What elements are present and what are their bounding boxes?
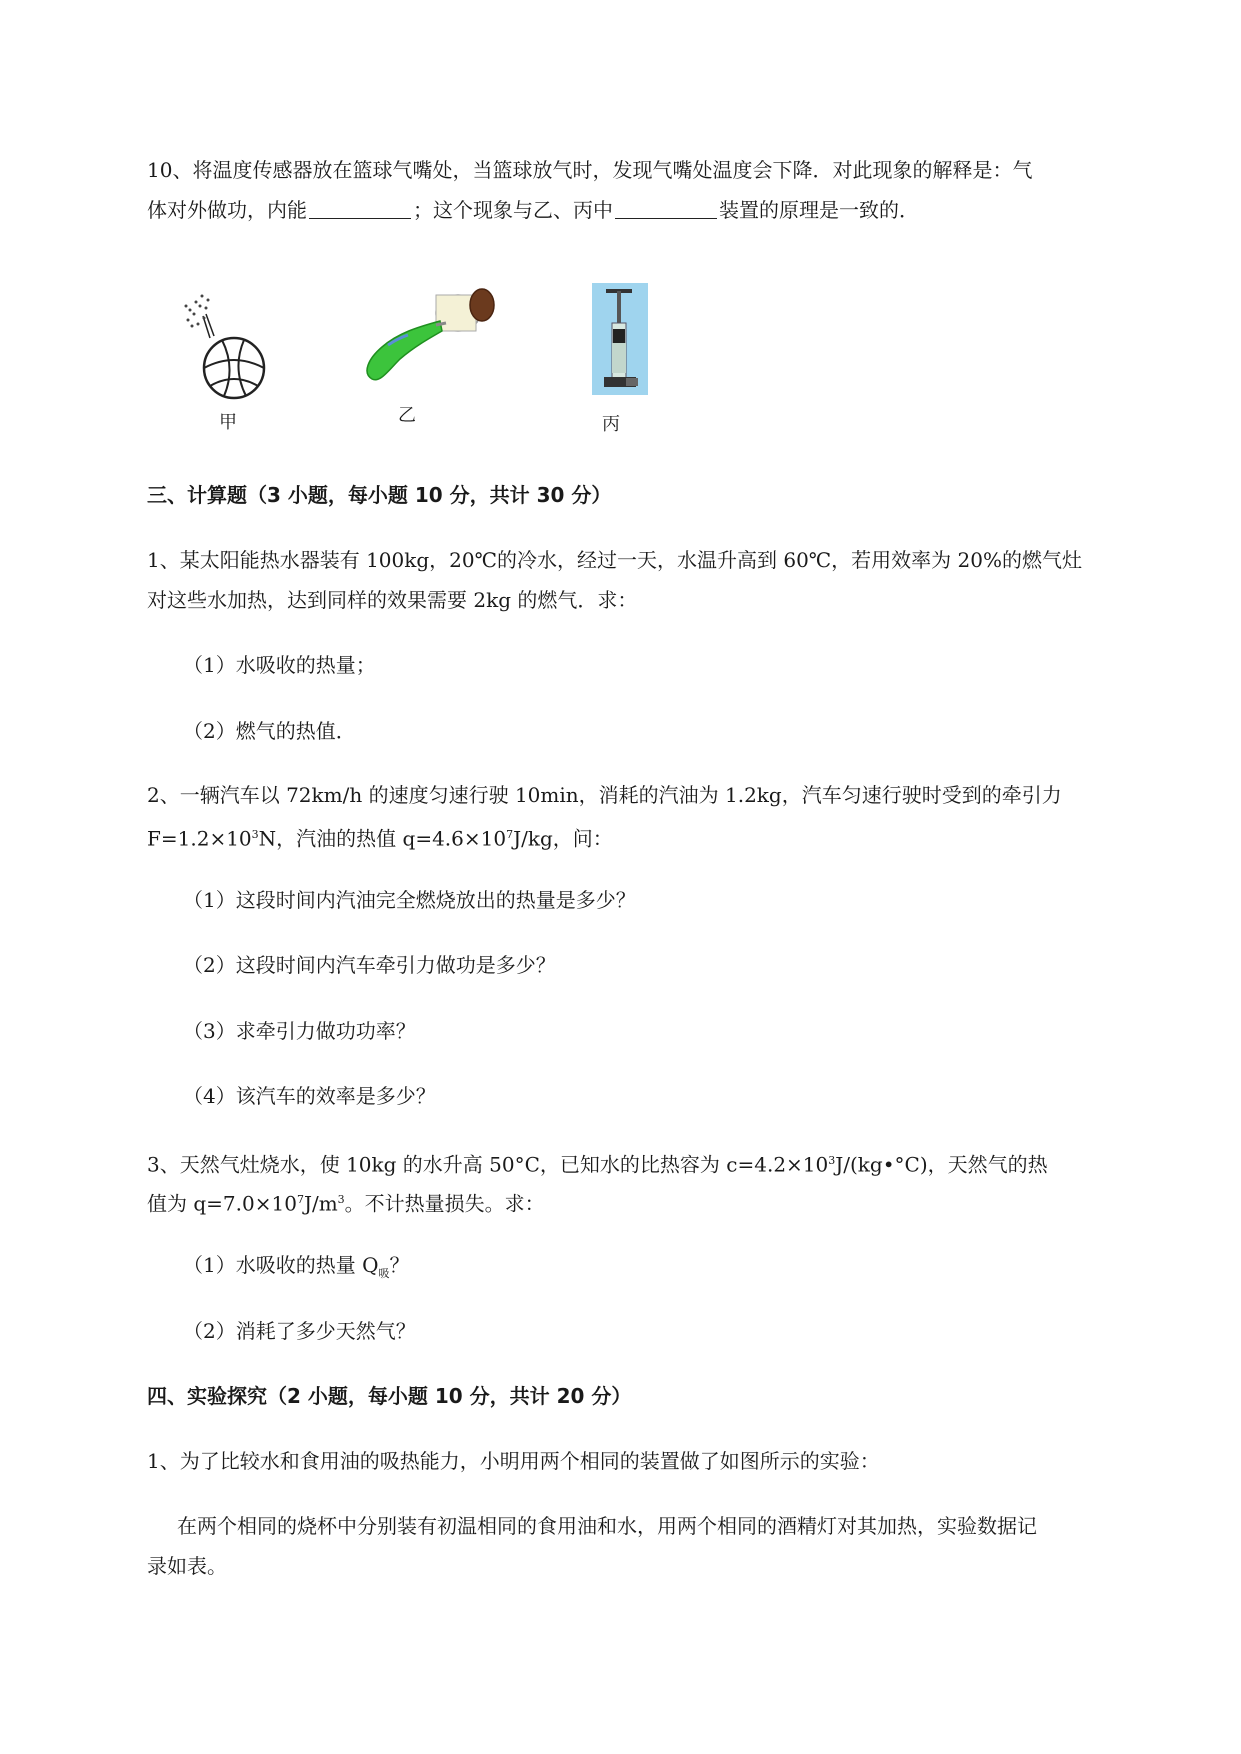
s3-q3-sup: 3 <box>828 1154 836 1167</box>
s3-q2-sup2: 7 <box>506 828 514 841</box>
s3-q3-line1 <box>147 1146 1167 1180</box>
s3-q1-line1: 1、某太阳能热水器装有 100kg，20℃的冷水，经过一天，水温升高到 60℃，若用效率为 20%的燃气灶 <box>147 548 1082 572</box>
s3-q3-sub1 <box>183 1250 1203 1289</box>
s3-q3-line2 <box>147 1185 1167 1219</box>
basketball-figure <box>180 290 270 405</box>
s3-q1-sub1: （1）水吸收的热量； <box>183 653 376 677</box>
s3-q3-sub1-b: ？ <box>389 1253 410 1277</box>
answer-blank-1[interactable] <box>309 198 411 219</box>
s3-q3-text-a: 3、天然气灶烧水，使 10kg 的水升高 50°C，已知水的比热容为 c=4.2×10 <box>147 1152 829 1177</box>
s4-q1-line3: 录如表。 <box>147 1554 227 1578</box>
s3-q2-sub2: （2）这段时间内汽车牵引力做功是多少？ <box>183 953 556 977</box>
s3-q1-line2: 对这些水加热，达到同样的效果需要 2kg 的燃气．求： <box>147 588 638 612</box>
s3-q3-l2-c: 。不计热量损失。求： <box>344 1191 545 1216</box>
s3-q2-text-c: J/kg，问： <box>513 826 613 851</box>
q10-line1: 10、将温度传感器放在篮球气嘴处，当篮球放气时，发现气嘴处温度会下降．对此现象的解释是：气 <box>147 158 1033 182</box>
s3-q3-sub2: （2）消耗了多少天然气？ <box>183 1319 416 1343</box>
s3-q1-sub2: （2）燃气的热值． <box>183 719 356 743</box>
s3-q3-l2-sup1: 7 <box>296 1193 304 1206</box>
section4-heading: 四、实验探究（2 小题，每小题 10 分，共计 20 分） <box>147 1384 632 1408</box>
section3-heading: 三、计算题（3 小题，每小题 10 分，共计 30 分） <box>147 483 612 507</box>
figure-label-yi: 乙 <box>398 405 416 426</box>
s3-q3-l2-a: 值为 q=7.0×10 <box>147 1191 297 1216</box>
s3-q3-sub1-a: （1）水吸收的热量 Q <box>183 1253 379 1277</box>
q10-text-c: 装置的原理是一致的． <box>719 198 919 222</box>
figure-label-jia: 甲 <box>219 412 237 433</box>
green-tube-figure <box>358 283 508 388</box>
s3-q2-sub4: （4）该汽车的效率是多少？ <box>183 1084 436 1108</box>
figure-label-bing: 丙 <box>602 414 620 435</box>
s3-q3-l2-b: J/m <box>303 1191 338 1216</box>
q10-text-a: 体对外做功，内能 <box>147 198 307 222</box>
s3-q3-sub1-subscript: 吸 <box>378 1267 390 1280</box>
q10-line2 <box>147 195 1167 225</box>
s4-q1-line1: 1、为了比较水和食用油的吸热能力，小明用两个相同的装置做了如图所示的实验： <box>147 1449 880 1473</box>
s3-q2-line2 <box>147 820 1167 854</box>
q10-text-b: ；这个现象与乙、丙中 <box>413 198 613 222</box>
s3-q2-sub1: （1）这段时间内汽油完全燃烧放出的热量是多少？ <box>183 888 636 912</box>
s3-q3-l2-sup2: 3 <box>337 1193 345 1206</box>
s3-q2-sup1: 3 <box>251 828 259 841</box>
s3-q2-text-b: N，汽油的热值 q=4.6×10 <box>258 826 507 851</box>
answer-blank-2[interactable] <box>615 198 717 219</box>
s3-q3-text-b: J/(kg•°C)，天然气的热 <box>835 1152 1048 1177</box>
s3-q2-text-a: F=1.2×10 <box>147 826 252 851</box>
s3-q2-line1: 2、一辆汽车以 72km/h 的速度匀速行驶 10min，消耗的汽油为 1.2kg，汽车匀速行驶时受到的牵引力 <box>147 783 1062 807</box>
s4-q1-line2: 在两个相同的烧杯中分别装有初温相同的食用油和水，用两个相同的酒精灯对其加热，实验数据记 <box>177 1514 1037 1538</box>
piston-pump-figure <box>592 283 648 395</box>
s3-q2-sub3: （3）求牵引力做功功率？ <box>183 1019 416 1043</box>
